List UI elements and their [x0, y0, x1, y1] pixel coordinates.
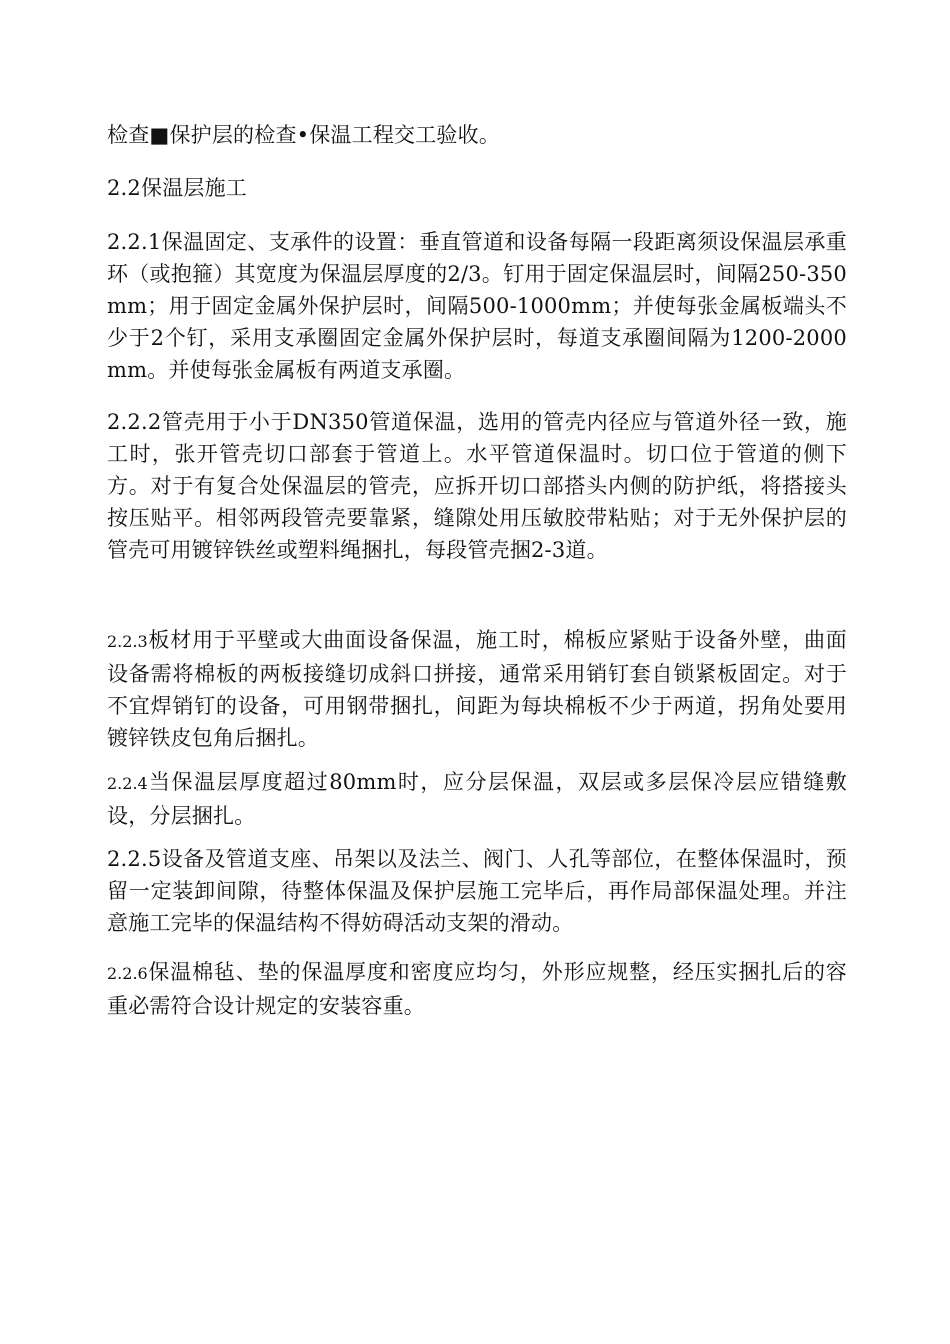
paragraph-text: 2.2.5设备及管道支座、吊架以及法兰、阀门、人孔等部位，在整体保温时，预留一定装卸间隙，待整体保温及保护层施工完毕后，再作局部保温处理。并注意施工完毕的保温结构不得妨碍活动支架的滑动。: [107, 847, 847, 935]
paragraph-2-2-5: [107, 843, 847, 939]
section-heading-2-2: [107, 172, 847, 204]
paragraph-2-2-4: [107, 766, 847, 832]
paragraph-2-2-2: [107, 406, 847, 566]
paragraph-text: 板材用于平壁或大曲面设备保温，施工时，棉板应紧贴于设备外壁，曲面设备需将棉板的两板接缝切成斜口拼接，通常采用销钉套自锁紧板固定。对于不宜焊销钉的设备，可用钢带捆扎，间距为每块棉板不少于两道，拐角处要用镀锌铁皮包角后捆扎。: [107, 628, 847, 750]
paragraph-text: 检查■保护层的检查•保温工程交工验收。: [107, 123, 501, 147]
paragraph-text: 2.2.2管壳用于小于DN350管道保温，选用的管壳内径应与管道外径一致，施工时，张开管壳切口部套于管道上。水平管道保温时。切口位于管道的侧下方。对于有复合处保温层的管壳，应拆开切口部搭头内侧的防护纸，将搭接头按压贴平。相邻两段管壳要靠紧，缝隙处用压敏胶带粘贴；对于无外保护层的管壳可用镀锌铁丝或塑料绳捆扎，每段管壳捆2-3道。: [107, 410, 847, 562]
paragraph-2-2-1: [107, 226, 847, 386]
clause-number: 2.2.4: [107, 774, 148, 793]
paragraph-text: 当保温层厚度超过80mm时，应分层保温，双层或多层保冷层应错缝敷设，分层捆扎。: [107, 770, 847, 828]
paragraph-text: 保温棉毡、垫的保温厚度和密度应均匀，外形应规整，经压实捆扎后的容重必需符合设计规定的安装容重。: [107, 960, 847, 1018]
paragraph-inspection-list: [107, 119, 847, 151]
heading-text: 2.2保温层施工: [107, 176, 247, 200]
clause-number: 2.2.6: [107, 964, 148, 983]
clause-number: 2.2.3: [107, 632, 148, 651]
paragraph-2-2-6: [107, 956, 847, 1022]
paragraph-2-2-3: [107, 624, 847, 754]
paragraph-text: 2.2.1保温固定、支承件的设置：垂直管道和设备每隔一段距离须设保温层承重环（或抱箍）其宽度为保温层厚度的2/3。钉用于固定保温层时，间隔250-350mm；用于固定金属外保护层时，间隔500-1000mm；并使每张金属板端头不少于2个钉，采用支承圈固定金属外保护层时，每道支承圈间隔为1200-2000mm。并使每张金属板有两道支承圈。: [107, 230, 847, 382]
